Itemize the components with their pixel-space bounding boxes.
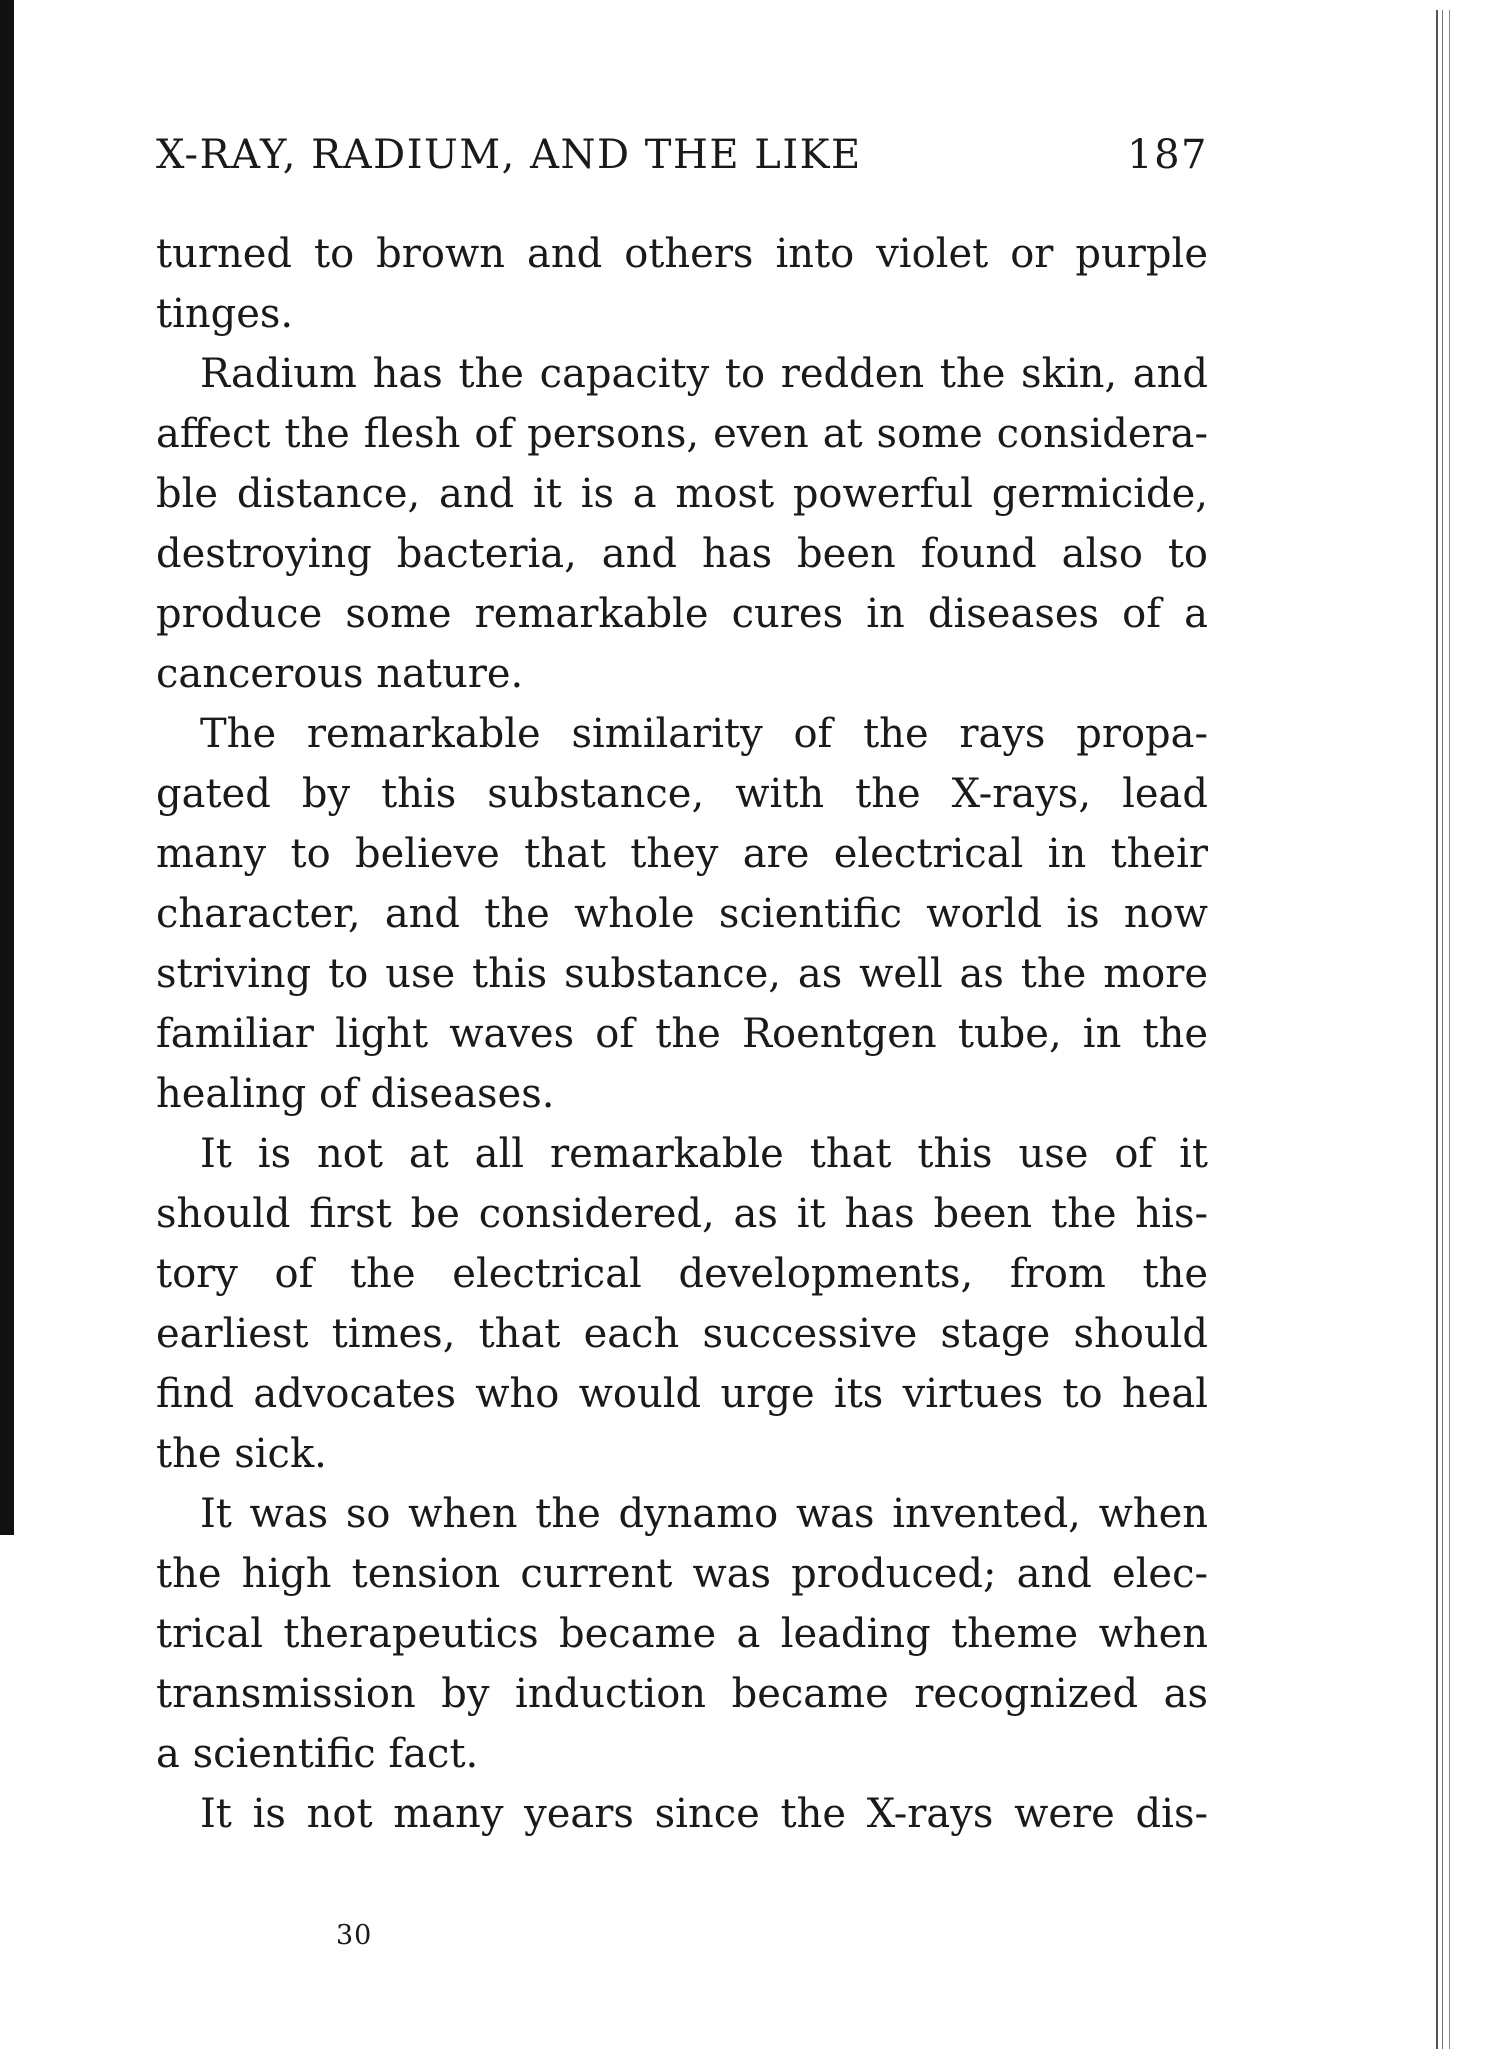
page-edge-rule: [1442, 10, 1443, 2049]
body-text: [156, 224, 1208, 1844]
text-line: find advocates who would urge its virtues to heal: [156, 1371, 1208, 1417]
text-line: Radium has the capacity to redden the skin, and: [200, 351, 1208, 397]
text-line: the high tension current was produced; and elec-: [156, 1551, 1208, 1597]
text-line: produce some remarkable cures in diseases of a: [156, 591, 1208, 637]
text-line: striving to use this substance, as well as the more: [156, 951, 1208, 997]
text-line: turned to brown and others into violet or purple: [156, 231, 1208, 277]
text-line: tory of the electrical developments, from the: [156, 1251, 1208, 1297]
text-line: a scientific fact.: [156, 1731, 479, 1777]
text-line: tinges.: [156, 291, 294, 337]
text-line: destroying bacteria, and has been found also to: [156, 531, 1208, 577]
text-line: earliest times, that each successive stage should: [156, 1311, 1208, 1357]
text-line: trical therapeutics became a leading theme when: [156, 1611, 1208, 1657]
text-line: It was so when the dynamo was invented, when: [200, 1491, 1208, 1537]
text-line: transmission by induction became recognized as: [156, 1671, 1208, 1717]
text-line: The remarkable similarity of the rays propa-: [200, 711, 1208, 757]
text-line: should first be considered, as it has been the his-: [156, 1191, 1208, 1237]
text-line: It is not at all remarkable that this use of it: [200, 1131, 1208, 1177]
text-line: ble distance, and it is a most powerful germicide,: [156, 471, 1208, 517]
running-title: X-RAY, RADIUM, AND THE LIKE: [156, 132, 862, 178]
page-number: 187: [1127, 132, 1208, 178]
page-edge-rule: [1436, 10, 1438, 2049]
running-header: [156, 132, 1208, 178]
page-edge-rule: [1449, 10, 1450, 2049]
text-line: character, and the whole scientific world is now: [156, 891, 1208, 937]
binding-edge: [0, 0, 14, 1535]
text-line: the sick.: [156, 1431, 327, 1477]
text-line: It is not many years since the X-rays were dis-: [200, 1791, 1208, 1837]
text-line: affect the flesh of persons, even at some considera-: [156, 411, 1208, 457]
text-line: familiar light waves of the Roentgen tube, in the: [156, 1011, 1208, 1057]
text-line: healing of diseases.: [156, 1071, 555, 1117]
text-line: gated by this substance, with the X-rays, lead: [156, 771, 1208, 817]
text-line: cancerous nature.: [156, 651, 524, 697]
signature-mark: 30: [336, 1920, 373, 1951]
text-line: many to believe that they are electrical in their: [156, 831, 1208, 877]
